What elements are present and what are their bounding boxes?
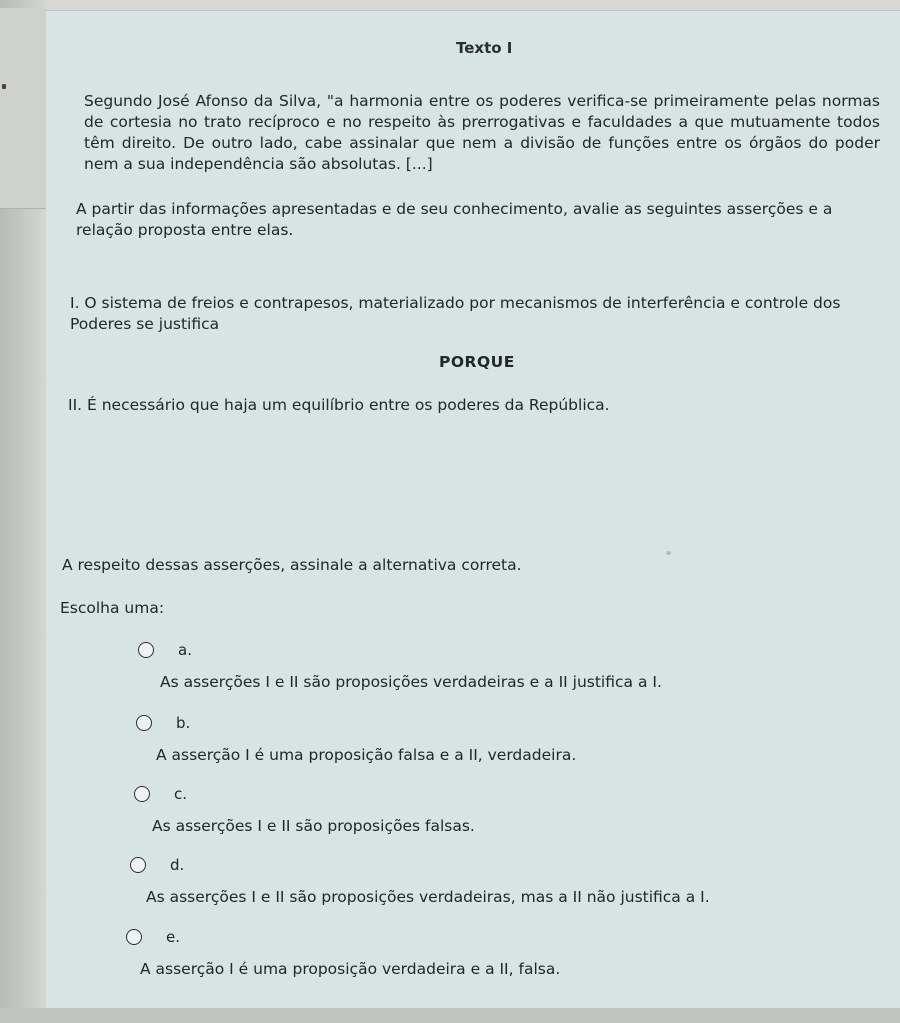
radio-option-c[interactable]: [134, 786, 150, 802]
citation-paragraph: Segundo José Afonso da Silva, "a harmonia entre os poderes verifica-se primeiramente pelas normas de cortesia no trato recíproco e no respeito às prerrogativas e faculdades a que mutuamente todos têm direito. De outro lado, cabe assinalar que nem a divisão de funções entre os órgãos do poder nem a sua independência são absolutas. [...]: [84, 92, 880, 173]
option-letter: a.: [178, 641, 192, 659]
option-text[interactable]: As asserções I e II são proposições falsas.: [152, 817, 475, 835]
option-letter: c.: [174, 785, 188, 803]
radio-option-d[interactable]: [130, 857, 146, 873]
option-text[interactable]: As asserções I e II são proposições verdadeiras, mas a II não justifica a I.: [146, 888, 710, 906]
choose-label: Escolha uma:: [60, 599, 165, 617]
assertion-two: II. É necessário que haja um equilíbrio entre os poderes da República.: [68, 396, 610, 414]
option-text[interactable]: As asserções I e II são proposições verdadeiras e a II justifica a I.: [160, 673, 662, 691]
option-letter: e.: [166, 928, 180, 946]
option-text[interactable]: A asserção I é uma proposição verdadeira e a II, falsa.: [140, 960, 561, 978]
question-panel: [46, 10, 900, 1011]
option-letter: b.: [176, 714, 191, 732]
option-text[interactable]: A asserção I é uma proposição falsa e a II, verdadeira.: [156, 746, 577, 764]
radio-option-a[interactable]: [138, 642, 154, 658]
left-sidebar-edge: [0, 0, 46, 1023]
screen-smudge: [666, 551, 671, 555]
text-title: Texto I: [456, 39, 513, 57]
bottom-edge: [0, 1008, 900, 1023]
connector-porque: PORQUE: [439, 353, 515, 371]
radio-option-b[interactable]: [136, 715, 152, 731]
instruction-paragraph: A partir das informações apresentadas e de seu conhecimento, avalie as seguintes asserções e a relação proposta entre elas.: [76, 200, 833, 239]
radio-option-e[interactable]: [126, 929, 142, 945]
option-letter: d.: [170, 856, 185, 874]
assertion-one: I. O sistema de freios e contrapesos, materializado por mecanismos de interferência e controle dos Poderes se justifica: [70, 294, 841, 333]
left-sidebar-tab: [0, 8, 46, 209]
question-prompt: A respeito dessas asserções, assinale a alternativa correta.: [62, 556, 522, 574]
sidebar-marker: [2, 84, 6, 89]
